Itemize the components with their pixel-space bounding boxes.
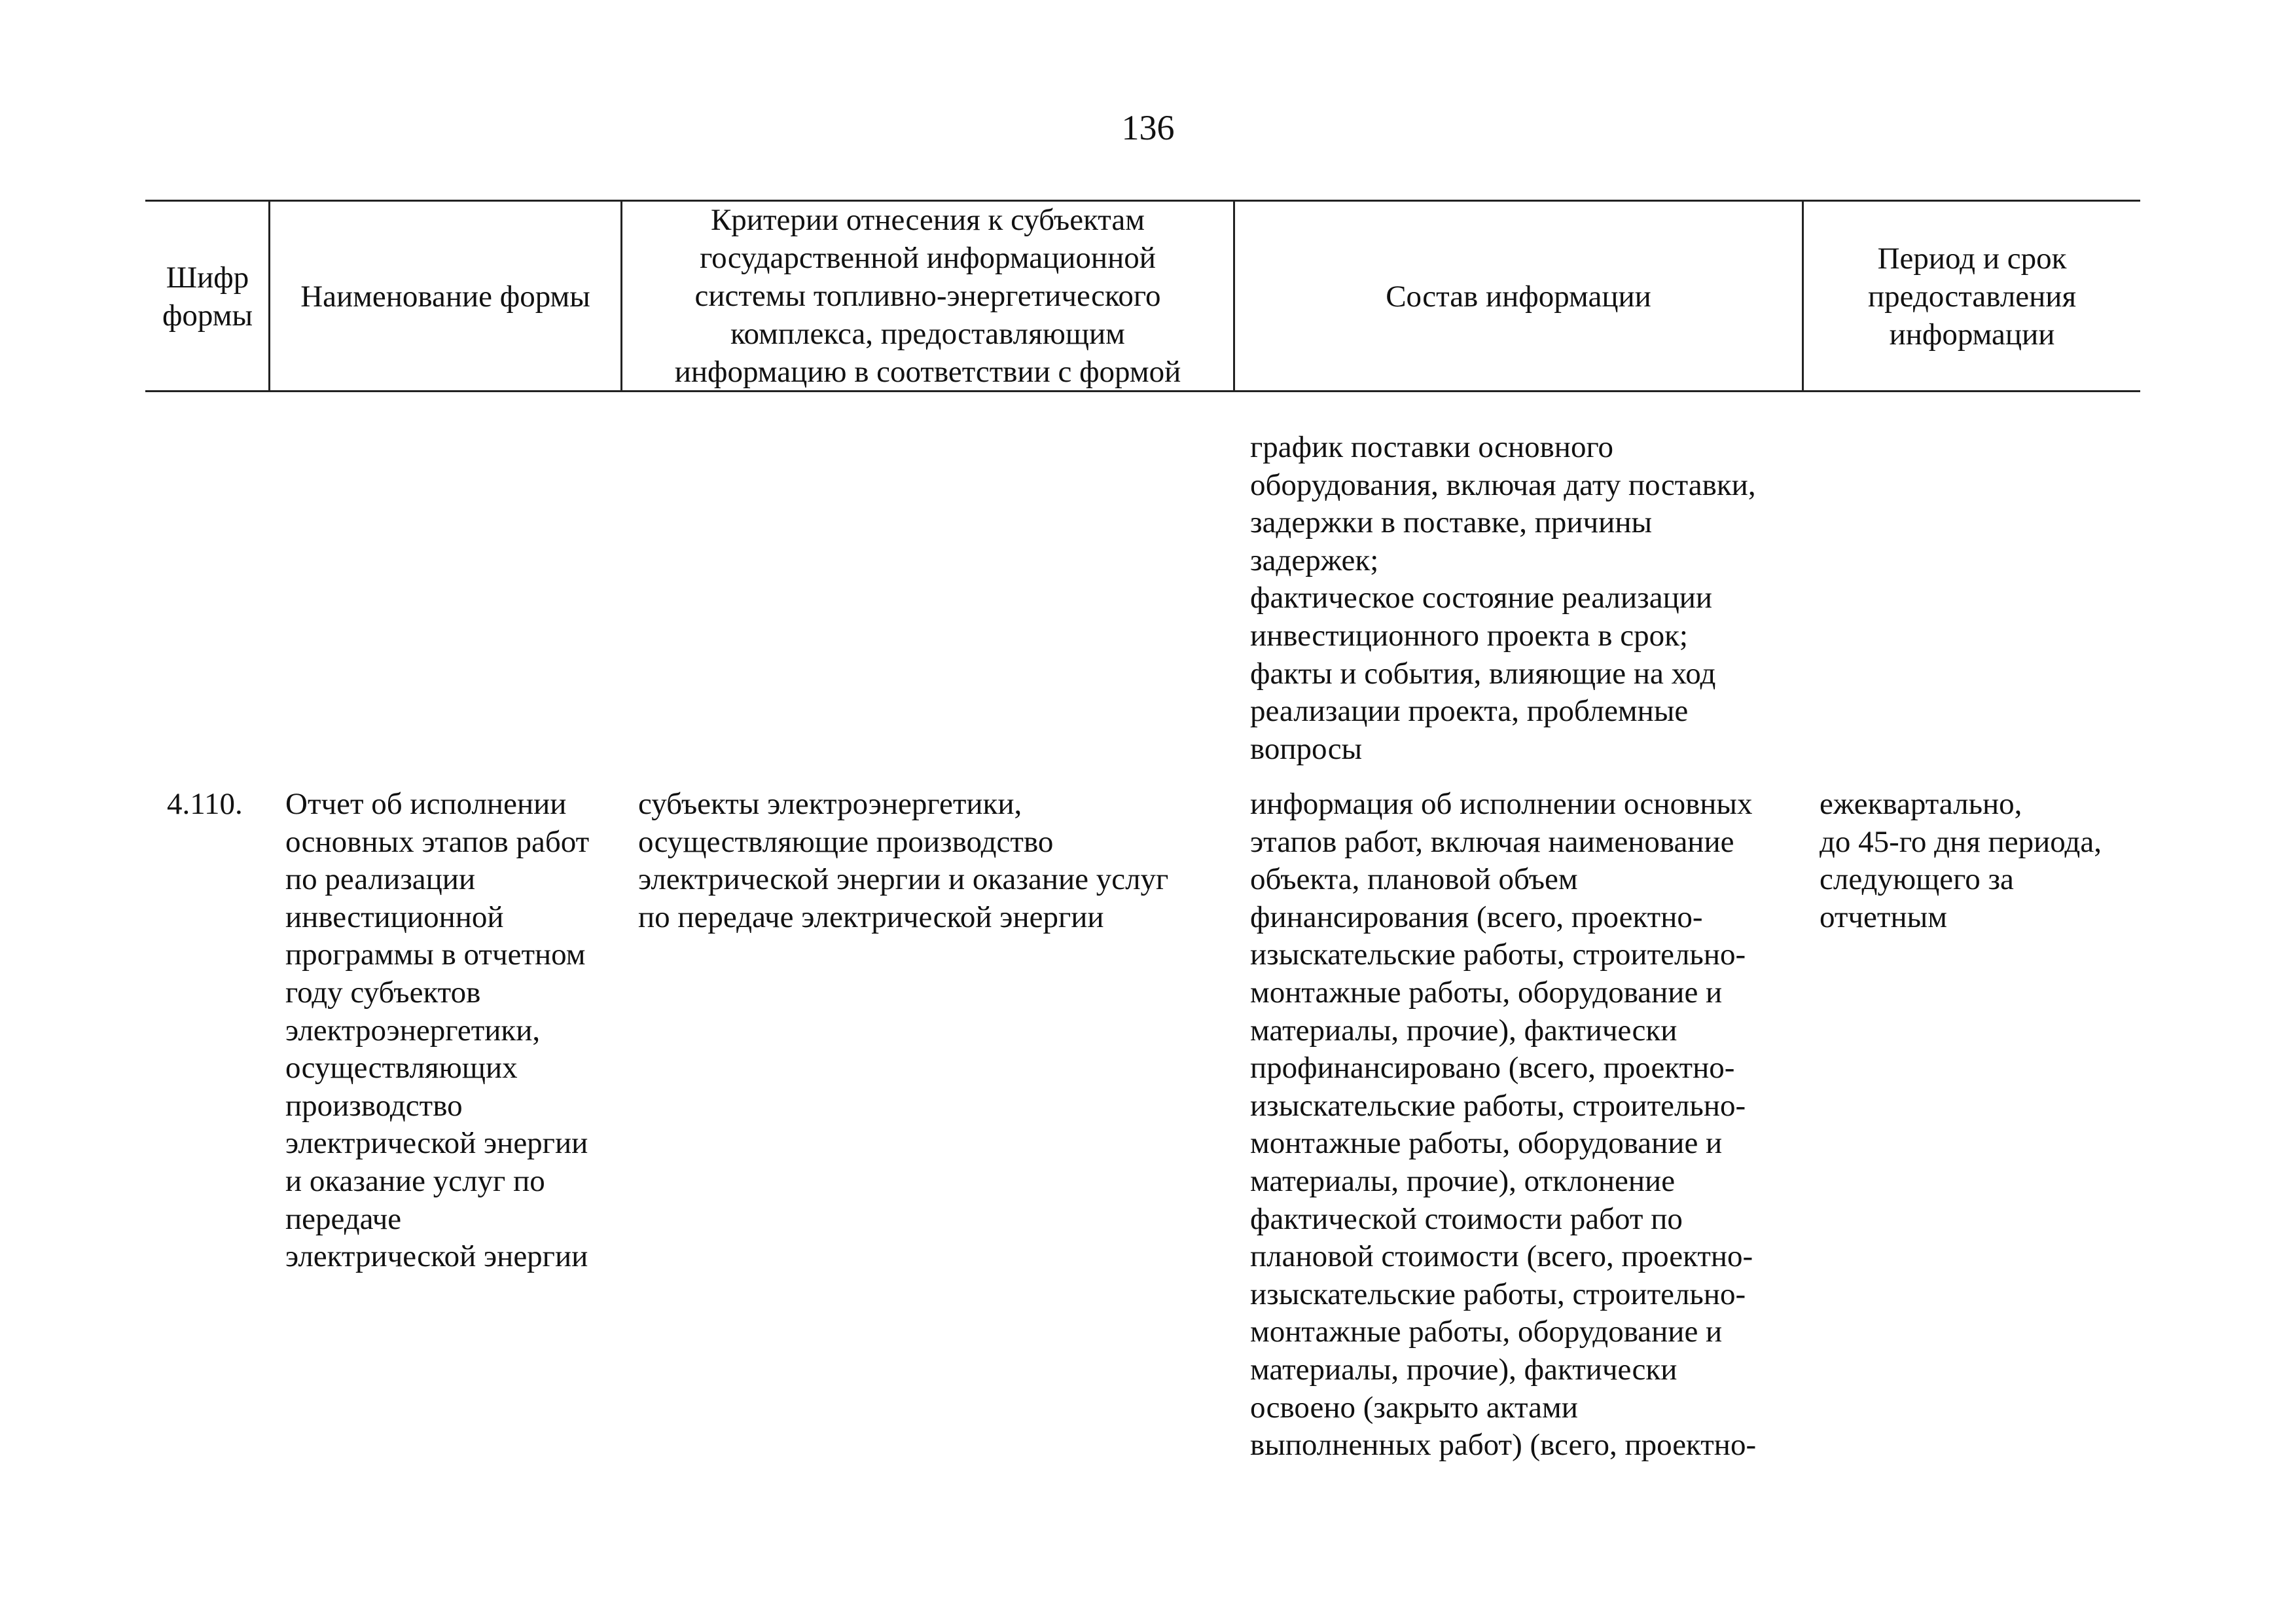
- row-code: 4.110.: [167, 787, 243, 821]
- header-code: Шифр формы: [162, 261, 253, 333]
- header-period: Период и срок предоставления информации: [1867, 242, 2077, 352]
- header-form-name: Наименование формы: [300, 280, 590, 314]
- page-number: 136: [1121, 108, 1175, 147]
- continuation-content: график поставки основного оборудования, включая дату поставки, задержки в поставке, причины задержек; фактическое состояние реализации инвестиционного проекта в срок; факты и события, влияющие на ход реализации проекта, проблемные вопросы: [1250, 430, 1756, 766]
- row-form-name: Отчет об исполнении основных этапов работ по реализации инвестиционной программы в отчетном году субъектов электроэнергетики, осуществляющих производство электрической энергии и оказание услуг по передаче электрической энергии: [285, 787, 590, 1274]
- row-period: ежеквартально, до 45-го дня периода, следующего за отчетным: [1820, 787, 2102, 934]
- row-content: информация об исполнении основных этапов работ, включая наименование объекта, плановой объем финансирования (всего, проектно- изыскательские работы, строительно- монтажные работы, оборудование и материалы, прочие), фактически профинансировано (всего, проектно- изыскательские работы, строительно- монтажные работы, оборудование и материалы, прочие), отклонение фактической стоимости работ по плановой стоимости (всего, проектно- изыскательские работы, строительно- монтажные работы, оборудование и материалы, прочие), фактически освоено (закрыто актами выполненных работ) (всего, проектно-: [1250, 787, 1757, 1463]
- header-criteria: Критерии отнесения к субъектам государственной информационной системы топливно-энергетического комплекса, предоставляющим информацию в соответствии с формой: [674, 203, 1181, 389]
- header-content: Состав информации: [1386, 280, 1651, 314]
- row-criteria: субъекты электроэнергетики, осуществляющие производство электрической энергии и оказание услуг по передаче электрической энергии: [638, 787, 1169, 934]
